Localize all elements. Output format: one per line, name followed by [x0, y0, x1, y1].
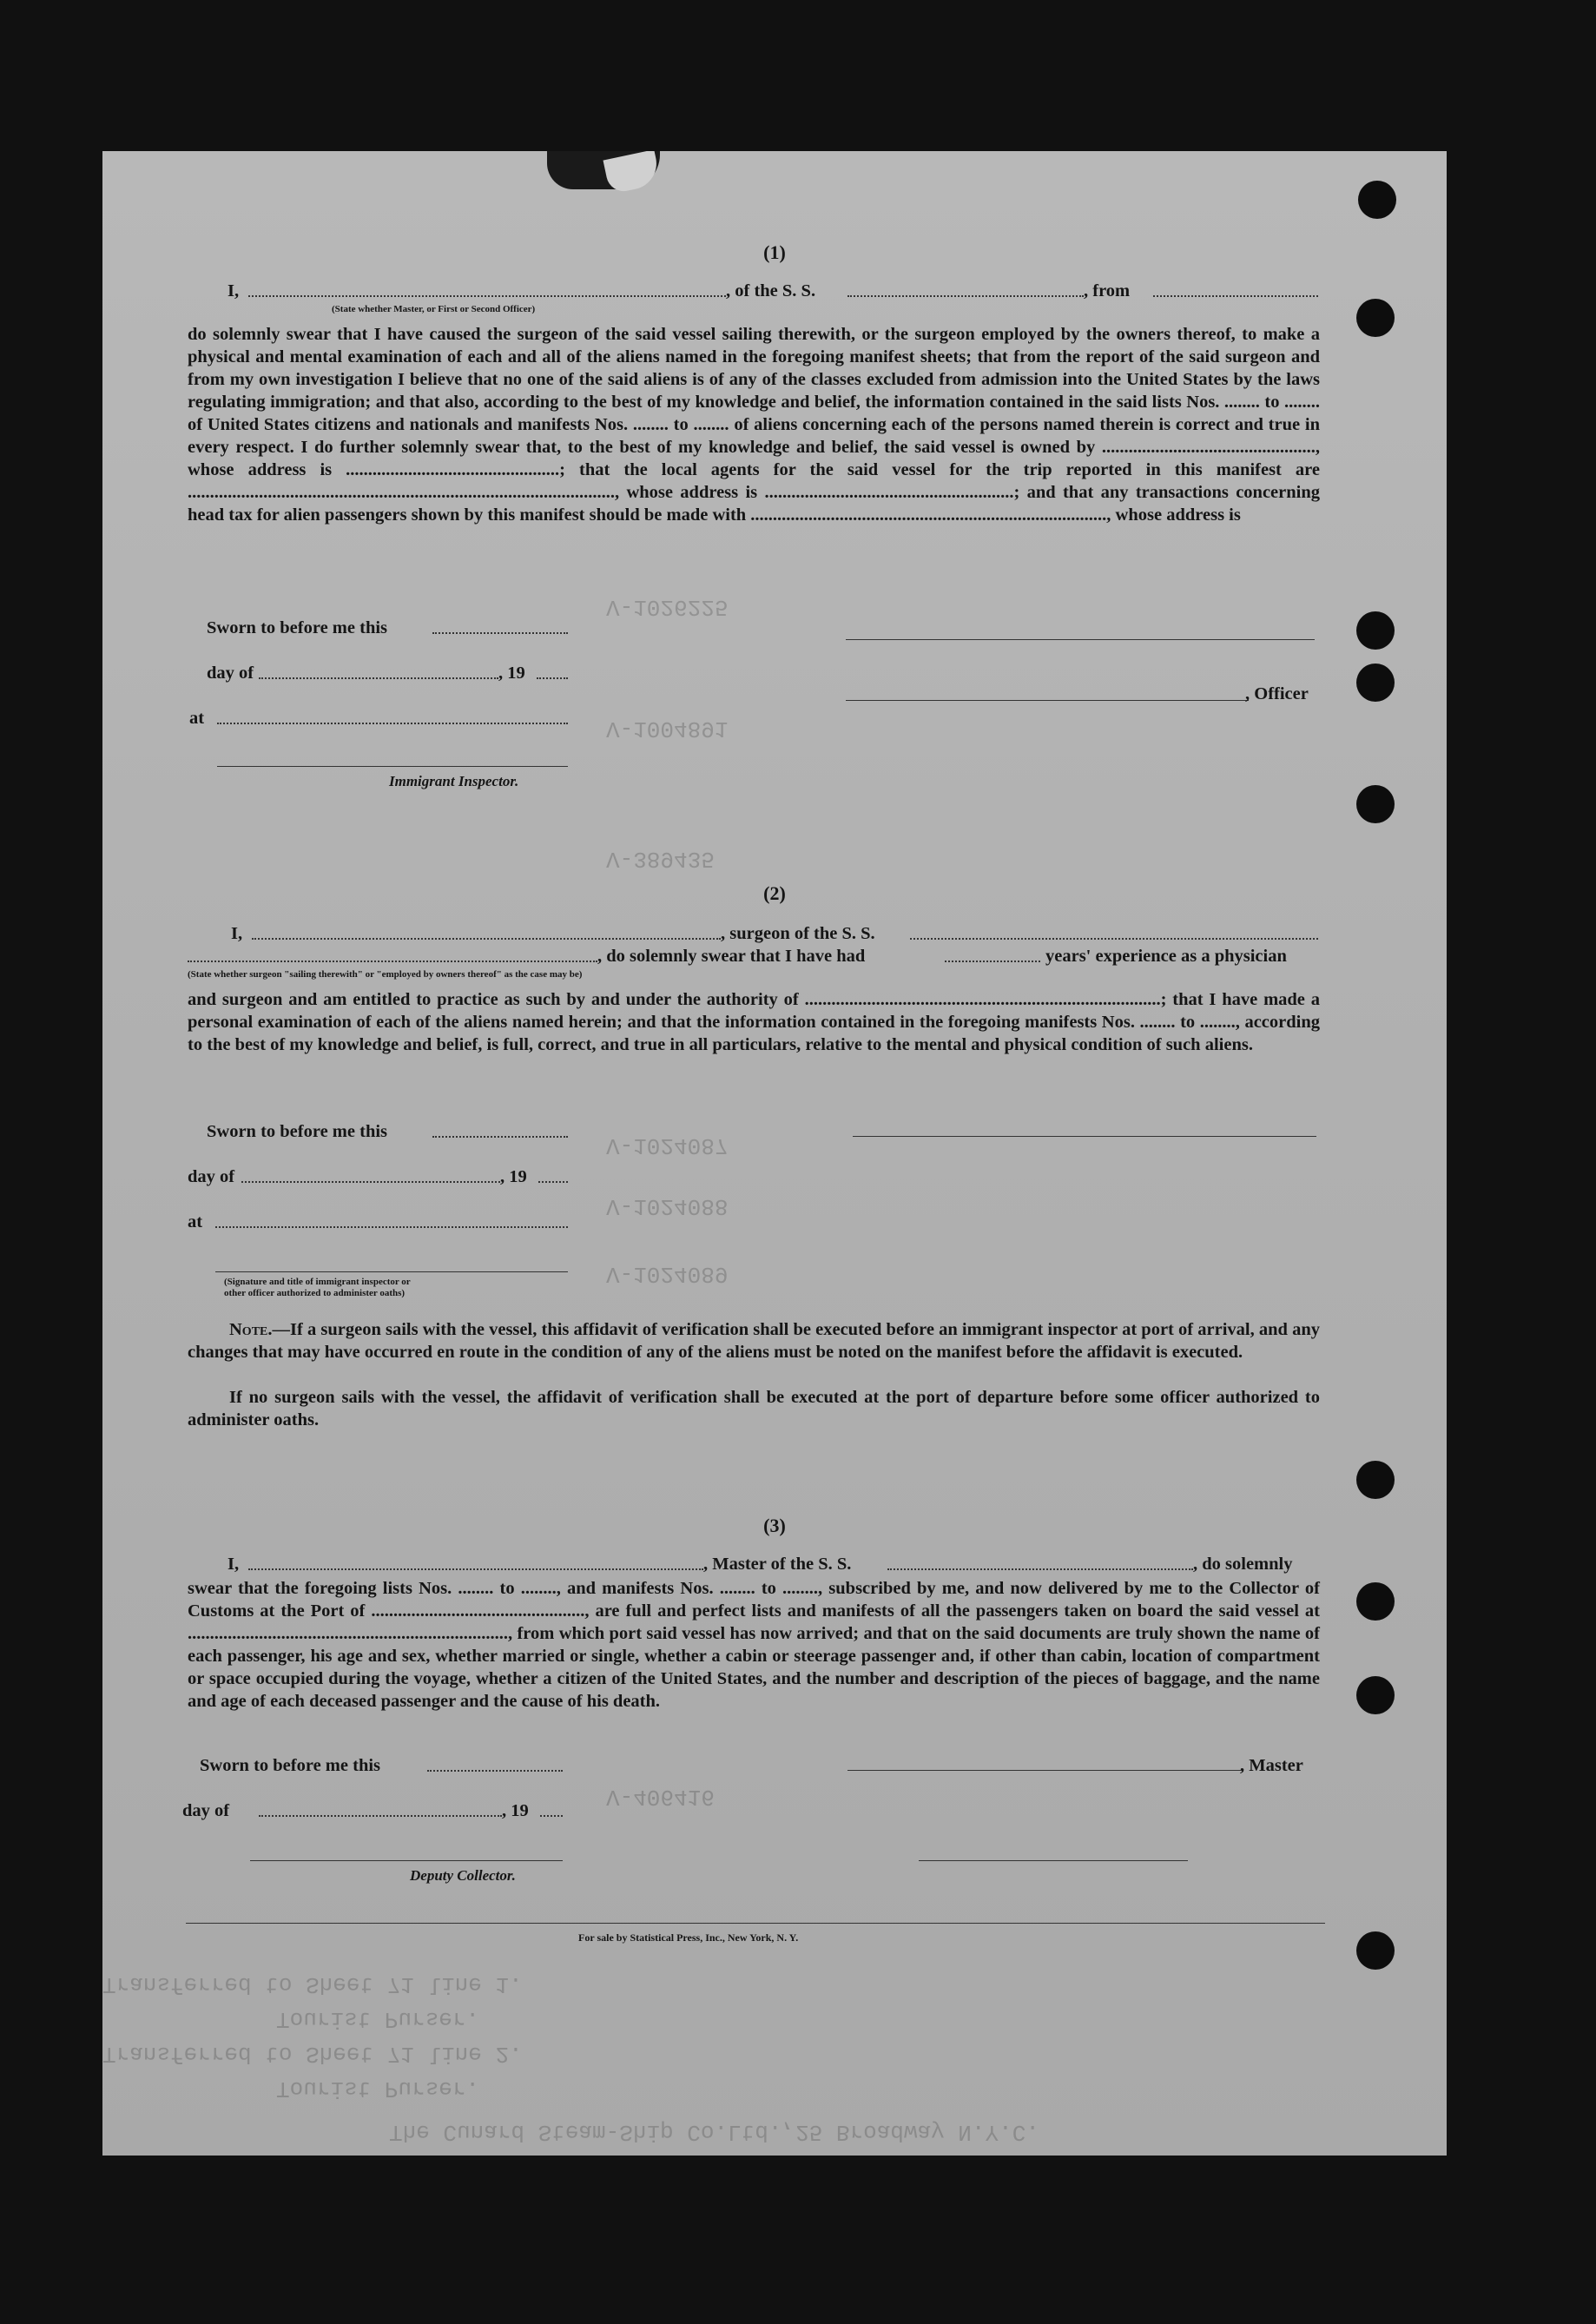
note-paragraph-2: If no surgeon sails with the vessel, the affidavit of verification shall be executed at the port of departure before some officer authorized to administer oaths. [188, 1388, 1320, 1429]
punch-hole [1356, 299, 1395, 337]
officer-name-field[interactable] [248, 295, 726, 297]
deputy-signature-line [250, 1860, 563, 1861]
punch-hole [1356, 1931, 1395, 1970]
at-place-field[interactable] [215, 1226, 568, 1228]
blank-line [919, 1860, 1188, 1861]
oath-paragraph-2: and surgeon and am entitled to practice as such by and under the authority of ................................................................................; that I have made a personal examination of each of the aliens named herein; and that the information contained in the foregoing manifests Nos. ........ to ........, according to the best of my knowledge and belief, is full, correct, and true in all particulars, relative to the mental and physical condition of such aliens. [188, 990, 1320, 1054]
at-label: at [189, 709, 205, 728]
sworn-label: Sworn to before me this [200, 1756, 381, 1775]
master-signature-line [847, 1770, 1243, 1771]
deputy-collector-label: Deputy Collector. [410, 1867, 516, 1884]
signature-caption: other officer authorized to administer oaths) [224, 1288, 406, 1298]
master-swear-label: , do solemnly [1193, 1555, 1293, 1574]
year-field[interactable] [538, 1181, 568, 1183]
inspector-signature-line [217, 766, 568, 767]
vessel-name-field[interactable] [847, 295, 1084, 297]
bleed-through-text: V-1024088 [606, 1193, 729, 1219]
punch-hole [1356, 1582, 1395, 1621]
day-of-label: day of [182, 1801, 230, 1820]
oath-paragraph-1: do solemnly swear that I have caused the surgeon of the said vessel sailing therewith, or the surgeon employed by the owners thereof, to make a physical and mental examination of each and all of the aliens named in the foregoing manifest sheets; that from the report of the said surgeon and from my own investigation I believe that no one of the said aliens is of any of the classes excluded from admission into the United States by the laws regulating immigration; and that also, according to the best of my knowledge and belief, the information contained in the said lists Nos. ........ to ........ of United States citizens and nationals and manifests Nos. ........ to ........ of aliens concerning each of the persons named therein is correct and true in every respect. I do further solemnly swear that, to the best of my knowledge and belief, the said vessel is owned by ................................................, whose address is ................................................; that the local agents for the said vessel for the trip reported in this manifest are ................................................................................................, whose address is ........................................................; and that any transactions concerning head tax for alien passengers shown by this manifest should be made with ................................................................................, whose address is [188, 325, 1320, 525]
punch-hole [1356, 785, 1395, 823]
master-name-field[interactable] [248, 1568, 703, 1570]
surgeon-signature-line [853, 1136, 1316, 1137]
surgeon-i-label: I, [231, 924, 243, 943]
of-ss-label: , of the S. S. [726, 281, 816, 300]
officer-i-label: I, [228, 281, 240, 300]
section-number: (3) [763, 1515, 786, 1536]
signature-line [215, 1271, 568, 1272]
month-field[interactable] [241, 1181, 500, 1183]
officer-signature-line-1 [846, 639, 1315, 640]
sworn-day-field[interactable] [427, 1770, 563, 1772]
bleed-through-text: V-1026225 [606, 594, 729, 620]
printer-imprint: For sale by Statistical Press, Inc., New York, N. Y. [578, 1931, 799, 1944]
punch-hole [1356, 611, 1395, 650]
sworn-day-field[interactable] [432, 632, 568, 634]
bleed-through-text: Tourist Purser. [276, 2076, 480, 2102]
bleed-through-text: V-1024087 [606, 1132, 729, 1159]
bleed-through-text: The Cunard Steam-Ship Co.Ltd.,25 Broadway N.Y.C. [389, 2119, 1039, 2145]
note-paragraph [188, 1318, 1320, 1363]
surgeon-status-field[interactable] [188, 961, 597, 962]
surgeon-state-caption: (State whether surgeon "sailing therewith" or "employed by owners thereof" as the case may be) [188, 969, 583, 980]
from-port-field[interactable] [1153, 295, 1318, 297]
section-number: (1) [763, 241, 786, 263]
punch-hole [1356, 664, 1395, 702]
state-caption: (State whether Master, or First or Second Officer) [332, 304, 536, 314]
footer-rule [186, 1923, 1325, 1924]
sworn-label: Sworn to before me this [207, 618, 388, 637]
master-label: , Master [1240, 1756, 1303, 1775]
punch-hole [1356, 1676, 1395, 1714]
surgeon-swear-label: , do solemnly swear that I have had [597, 947, 866, 966]
note-label: Note. [229, 1320, 273, 1339]
year-label: , 19 [502, 1801, 529, 1820]
bleed-through-text: V-1004891 [606, 716, 729, 742]
signature-caption: (Signature and title of immigrant inspector or [224, 1277, 411, 1287]
bleed-through-text: V-406416 [606, 1784, 715, 1810]
at-label: at [188, 1212, 203, 1231]
officer-label: , Officer [1245, 684, 1309, 703]
immigrant-inspector-label: Immigrant Inspector. [389, 773, 519, 789]
bleed-through-text: Transferred to Sheet 71 line 2. [102, 2041, 523, 2067]
day-of-label: day of [207, 664, 254, 683]
oath-paragraph-3: swear that the foregoing lists Nos. ........ to ........, and manifests Nos. ........ to ........, subscribed by me, and now delivered by me to the Collector of Customs at the Port of ................................................, are full and perfect lists and manifests of all the passengers taken on board the said vessel at ........................................................................, from which port said vessel has now arrived; and that on the said documents are truly shown the name of each passenger, his age and sex, whether married or single, whether a cabin or steerage passenger and, if other than cabin, location of compartment or space occupied during the voyage, whether a citizen of the United States, and the number and description of the pieces of baggage, and the name and age of each deceased passenger and the cause of his death. [188, 1579, 1320, 1711]
punch-hole [1356, 1461, 1395, 1499]
year-field[interactable] [540, 1815, 563, 1817]
at-place-field[interactable] [217, 723, 568, 724]
year-field[interactable] [537, 677, 568, 679]
surgeon-name-field[interactable] [252, 938, 721, 940]
bleed-through-text: V-389435 [606, 846, 715, 872]
month-field[interactable] [259, 1815, 502, 1817]
master-of-ss-label: , Master of the S. S. [703, 1555, 852, 1574]
year-label: , 19 [500, 1167, 527, 1186]
note-text: —If a surgeon sails with the vessel, this affidavit of verification shall be executed before an immigrant inspector at port of arrival, and any changes that may have occurred en route in the condition of any of the aliens must be noted on the manifest before the affidavit is executed. [188, 1320, 1320, 1362]
sworn-day-field[interactable] [432, 1136, 568, 1138]
bleed-through-text: Tourist Purser. [276, 2006, 480, 2032]
surgeon-of-ss-label: , surgeon of the S. S. [721, 924, 875, 943]
sworn-label: Sworn to before me this [207, 1122, 388, 1141]
bleed-through-text: Transferred to Sheet 71 line 1. [102, 1971, 523, 1997]
years-experience-field[interactable] [945, 961, 1040, 962]
officer-signature-line-2 [846, 700, 1249, 701]
master-vessel-field[interactable] [887, 1568, 1193, 1570]
punch-hole [1358, 181, 1396, 219]
manifest-page [102, 151, 1447, 2156]
month-field[interactable] [259, 677, 498, 679]
surgeon-vessel-field[interactable] [910, 938, 1318, 940]
section-number: (2) [763, 882, 786, 904]
years-experience-label: years' experience as a physician [1045, 947, 1287, 966]
year-label: , 19 [498, 664, 525, 683]
master-i-label: I, [228, 1555, 240, 1574]
day-of-label: day of [188, 1167, 235, 1186]
from-label: , from [1084, 281, 1131, 300]
bleed-through-text: V-1024089 [606, 1261, 729, 1287]
